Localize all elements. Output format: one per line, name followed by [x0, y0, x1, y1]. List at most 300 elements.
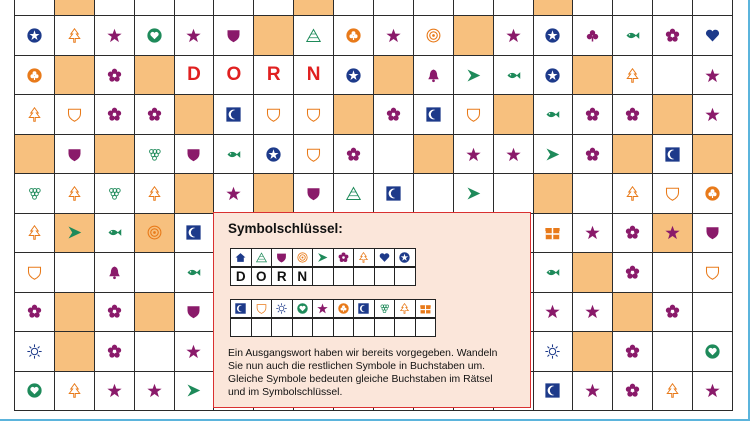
flower-icon — [585, 147, 600, 162]
moon-icon — [186, 225, 201, 240]
star-icon — [585, 225, 600, 240]
flower-icon — [107, 304, 122, 319]
key-letter-cell[interactable] — [394, 318, 416, 337]
shaded-cell — [174, 173, 215, 213]
symbol-cell[interactable] — [572, 94, 613, 134]
tree-icon — [27, 225, 42, 240]
symbol-cell — [652, 213, 693, 253]
shield-outline-icon — [306, 107, 321, 122]
tree-icon — [625, 68, 640, 83]
key-symbol-cell — [333, 248, 355, 267]
empty-cell[interactable] — [652, 252, 693, 292]
tree-icon — [67, 186, 82, 201]
key-letter-cell[interactable] — [312, 267, 334, 286]
club-circle-icon — [338, 303, 349, 314]
pyramid-icon — [306, 28, 321, 43]
arrow-icon — [466, 68, 481, 83]
symbol-cell[interactable] — [533, 134, 574, 174]
empty-cell[interactable] — [612, 0, 653, 16]
flower-icon — [27, 304, 42, 319]
symbol-cell[interactable] — [134, 94, 175, 134]
symbol-cell[interactable] — [14, 94, 55, 134]
key-symbol-cell — [374, 299, 396, 318]
symbol-cell[interactable] — [174, 331, 215, 371]
symbol-cell[interactable] — [533, 213, 574, 253]
symbol-cell[interactable] — [54, 173, 95, 213]
shield-outline-icon — [705, 265, 720, 280]
symbol-cell[interactable] — [293, 134, 334, 174]
pyramid-icon — [346, 186, 361, 201]
star-circle-icon — [266, 147, 281, 162]
shield-icon — [705, 225, 720, 240]
fish-icon — [226, 147, 241, 162]
shaded-cell — [612, 134, 653, 174]
key-letter-cell[interactable] — [271, 267, 293, 286]
clubs-icon — [585, 28, 600, 43]
symbol-cell[interactable] — [174, 252, 215, 292]
shaded-cell — [572, 331, 613, 371]
symbol-cell[interactable] — [373, 15, 414, 55]
shaded-cell — [533, 173, 574, 213]
target-icon — [297, 252, 308, 263]
key-letter-cell[interactable] — [230, 267, 252, 286]
symbol-cell[interactable] — [253, 134, 294, 174]
shield-outline-icon — [256, 303, 267, 314]
symbol-cell[interactable] — [572, 371, 613, 411]
symbol-cell[interactable] — [213, 15, 254, 55]
symbol-cell[interactable] — [453, 55, 494, 95]
symbol-cell[interactable] — [692, 94, 733, 134]
empty-cell[interactable] — [373, 0, 414, 16]
flower-icon — [338, 252, 349, 263]
key-symbol-cell — [292, 248, 314, 267]
star-icon — [107, 383, 122, 398]
key-symbol-cell — [251, 299, 273, 318]
shield-outline-icon — [665, 186, 680, 201]
symbol-cell[interactable] — [612, 94, 653, 134]
symbol-cell[interactable] — [54, 371, 95, 411]
key-letter: O — [255, 269, 267, 284]
star-icon — [506, 147, 521, 162]
symbol-cell[interactable] — [453, 134, 494, 174]
empty-cell[interactable] — [14, 0, 55, 16]
star-icon — [186, 344, 201, 359]
shaded-cell — [572, 55, 613, 95]
symbol-cell[interactable] — [533, 15, 574, 55]
shaded-cell — [54, 55, 95, 95]
empty-cell[interactable] — [652, 331, 693, 371]
letter-cell[interactable] — [293, 55, 334, 95]
tree-icon — [625, 186, 640, 201]
moon-icon — [545, 383, 560, 398]
key-letter-cell[interactable] — [292, 267, 314, 286]
symbol-cell[interactable] — [333, 134, 374, 174]
empty-cell[interactable] — [134, 252, 175, 292]
empty-cell[interactable] — [692, 0, 733, 16]
symbol-cell[interactable] — [692, 173, 733, 213]
shield-outline-icon — [27, 265, 42, 280]
symbol-cell[interactable] — [373, 173, 414, 213]
house-icon — [235, 252, 246, 263]
symbol-cell[interactable] — [14, 252, 55, 292]
symbol-cell[interactable] — [54, 134, 95, 174]
heart-circle-icon — [297, 303, 308, 314]
symbol-cell[interactable] — [14, 371, 55, 411]
empty-cell[interactable] — [333, 0, 374, 16]
symbol-cell[interactable] — [533, 94, 574, 134]
tree-icon — [147, 186, 162, 201]
symbol-cell[interactable] — [692, 252, 733, 292]
moon-icon — [235, 303, 246, 314]
cell-letter: D — [187, 64, 201, 86]
symbol-cell[interactable] — [213, 134, 254, 174]
letter-cell[interactable] — [253, 55, 294, 95]
flower-icon — [625, 383, 640, 398]
key-letter-cell[interactable] — [271, 318, 293, 337]
instructions-line-2: Sie nun auch die restlichen Symbole in Buchstaben um. — [228, 361, 486, 372]
symbol-cell[interactable] — [14, 292, 55, 332]
symbol-cell[interactable] — [293, 94, 334, 134]
symbol-cell[interactable] — [692, 213, 733, 253]
symbol-cell[interactable] — [333, 15, 374, 55]
shaded-cell — [493, 94, 534, 134]
shield-icon — [67, 147, 82, 162]
empty-cell[interactable] — [413, 173, 454, 213]
moon-icon — [358, 303, 369, 314]
moon-icon — [426, 107, 441, 122]
symbol-cell[interactable] — [14, 173, 55, 213]
symbol-cell[interactable] — [612, 371, 653, 411]
moon-icon — [386, 186, 401, 201]
grapes-icon — [147, 147, 162, 162]
symbol-cell[interactable] — [453, 94, 494, 134]
symbol-cell[interactable] — [692, 371, 733, 411]
shaded-cell — [572, 252, 613, 292]
shaded-cell — [54, 0, 95, 16]
key-symbol-cell — [230, 299, 252, 318]
symbol-cell[interactable] — [493, 55, 534, 95]
flower-icon — [625, 107, 640, 122]
symbol-key-panel — [213, 212, 531, 408]
shaded-cell — [293, 0, 334, 16]
fish-icon — [506, 68, 521, 83]
star-icon — [186, 28, 201, 43]
key-letter-row-2 — [230, 318, 436, 337]
symbol-cell[interactable] — [692, 331, 733, 371]
symbol-cell[interactable] — [652, 371, 693, 411]
flower-icon — [107, 68, 122, 83]
shaded-cell — [612, 292, 653, 332]
symbol-cell[interactable] — [533, 331, 574, 371]
target-icon — [426, 28, 441, 43]
symbol-cell[interactable] — [134, 15, 175, 55]
shield-outline-icon — [306, 147, 321, 162]
symbol-cell[interactable] — [612, 15, 653, 55]
symbol-cell[interactable] — [174, 213, 215, 253]
key-symbol-cell — [312, 299, 334, 318]
arrow-icon — [317, 252, 328, 263]
gift-icon — [420, 303, 431, 314]
shaded-cell — [14, 134, 55, 174]
star-circle-icon — [545, 68, 560, 83]
symbol-cell[interactable] — [174, 371, 215, 411]
key-letter-cell[interactable] — [251, 267, 273, 286]
empty-cell[interactable] — [413, 0, 454, 16]
key-letter-cell[interactable] — [374, 267, 396, 286]
shield-icon — [186, 304, 201, 319]
arrow-icon — [67, 225, 82, 240]
symbol-cell[interactable] — [134, 134, 175, 174]
shaded-cell — [174, 94, 215, 134]
pyramid-icon — [256, 252, 267, 263]
key-symbol-cell — [353, 248, 375, 267]
symbol-cell[interactable] — [94, 55, 135, 95]
symbol-cell[interactable] — [612, 55, 653, 95]
sun-icon — [276, 303, 287, 314]
key-letter-cell[interactable] — [353, 267, 375, 286]
symbol-cell[interactable] — [652, 15, 693, 55]
shaded-cell — [253, 15, 294, 55]
key-letter-cell[interactable] — [394, 267, 416, 286]
empty-cell[interactable] — [493, 173, 534, 213]
shaded-cell — [652, 94, 693, 134]
star-circle-icon — [399, 252, 410, 263]
empty-cell[interactable] — [493, 0, 534, 16]
star-icon — [386, 28, 401, 43]
key-symbol-cell — [394, 299, 416, 318]
arrow-icon — [545, 147, 560, 162]
symbol-cell[interactable] — [174, 292, 215, 332]
symbol-cell[interactable] — [533, 292, 574, 332]
flower-icon — [625, 265, 640, 280]
symbol-cell[interactable] — [94, 213, 135, 253]
shield-outline-icon — [266, 107, 281, 122]
star-icon — [585, 383, 600, 398]
empty-cell[interactable] — [453, 0, 494, 16]
shaded-cell — [54, 331, 95, 371]
key-letter-row-1 — [230, 267, 416, 286]
heart-icon — [379, 252, 390, 263]
flower-icon — [625, 225, 640, 240]
tree-icon — [665, 383, 680, 398]
shaded-cell — [373, 55, 414, 95]
symbol-cell[interactable] — [333, 173, 374, 213]
symbol-cell[interactable] — [253, 94, 294, 134]
symbol-cell[interactable] — [14, 15, 55, 55]
arrow-icon — [466, 186, 481, 201]
symbol-cell[interactable] — [652, 292, 693, 332]
shaded-cell — [94, 134, 135, 174]
empty-cell[interactable] — [652, 0, 693, 16]
symbol-cell[interactable] — [612, 173, 653, 213]
key-title: Symbolschlüssel: — [228, 221, 343, 236]
symbol-cell[interactable] — [612, 213, 653, 253]
star-icon — [705, 68, 720, 83]
symbol-cell[interactable] — [572, 213, 613, 253]
star-icon — [107, 28, 122, 43]
shaded-cell — [54, 292, 95, 332]
symbol-cell[interactable] — [612, 252, 653, 292]
fish-icon — [107, 225, 122, 240]
key-letter-cell[interactable] — [251, 318, 273, 337]
key-letter-cell[interactable] — [333, 267, 355, 286]
key-letter-cell[interactable] — [292, 318, 314, 337]
symbol-cell[interactable] — [94, 371, 135, 411]
symbol-cell — [134, 213, 175, 253]
tree-icon — [67, 28, 82, 43]
key-letter-cell[interactable] — [312, 318, 334, 337]
heart-circle-icon — [705, 344, 720, 359]
flower-icon — [585, 107, 600, 122]
fish-icon — [545, 265, 560, 280]
moon-icon — [226, 107, 241, 122]
instructions-line-1: Ein Ausgangswort haben wir bereits vorgegeben. Wandeln — [228, 348, 498, 359]
key-letter-cell[interactable] — [374, 318, 396, 337]
empty-cell[interactable] — [94, 0, 135, 16]
bell-icon — [426, 68, 441, 83]
flower-icon — [107, 107, 122, 122]
cell-letter: O — [226, 64, 242, 86]
symbol-cell[interactable] — [572, 15, 613, 55]
symbol-cell[interactable] — [94, 15, 135, 55]
symbol-cell[interactable] — [293, 15, 334, 55]
symbol-cell[interactable] — [213, 94, 254, 134]
instructions-line-3: Gleiche Symbole bedeuten gleiche Buchstaben im Rätsel — [228, 374, 493, 385]
grapes-icon — [107, 186, 122, 201]
flower-icon — [386, 107, 401, 122]
arrow-icon — [186, 383, 201, 398]
star-icon — [147, 383, 162, 398]
fish-icon — [625, 28, 640, 43]
fish-icon — [545, 107, 560, 122]
club-circle-icon — [27, 68, 42, 83]
star-icon — [317, 303, 328, 314]
symbol-cell[interactable] — [54, 94, 95, 134]
symbol-cell[interactable] — [453, 173, 494, 213]
cell-letter: R — [266, 64, 281, 86]
symbol-cell[interactable] — [612, 331, 653, 371]
moon-icon — [665, 147, 680, 162]
empty-cell[interactable] — [373, 134, 414, 174]
symbol-cell[interactable] — [134, 371, 175, 411]
symbol-cell[interactable] — [373, 94, 414, 134]
key-symbol-cell — [353, 299, 375, 318]
shield-outline-icon — [67, 107, 82, 122]
key-letter-cell[interactable] — [333, 318, 355, 337]
key-symbol-row-2 — [230, 299, 436, 318]
shaded-cell — [253, 173, 294, 213]
shaded-cell — [134, 55, 175, 95]
letter-cell[interactable] — [213, 55, 254, 95]
target-icon — [147, 225, 162, 240]
flower-icon — [346, 147, 361, 162]
symbol-cell[interactable] — [413, 94, 454, 134]
symbol-cell[interactable] — [174, 15, 215, 55]
star-icon — [665, 225, 680, 240]
symbol-cell[interactable] — [134, 173, 175, 213]
key-letter: D — [235, 269, 246, 284]
empty-cell[interactable] — [54, 252, 95, 292]
key-letter-cell[interactable] — [353, 318, 375, 337]
key-letter-cell[interactable] — [415, 318, 437, 337]
symbol-cell[interactable] — [14, 213, 55, 253]
symbol-cell[interactable] — [533, 55, 574, 95]
key-letter: R — [276, 269, 287, 284]
empty-cell[interactable] — [134, 331, 175, 371]
symbol-cell[interactable] — [572, 292, 613, 332]
empty-cell[interactable] — [572, 0, 613, 16]
key-symbol-cell — [312, 248, 334, 267]
letter-cell[interactable] — [174, 55, 215, 95]
key-symbol-cell — [230, 248, 252, 267]
symbol-cell[interactable] — [94, 94, 135, 134]
empty-cell[interactable] — [652, 55, 693, 95]
symbol-cell[interactable] — [333, 55, 374, 95]
shield-outline-icon — [466, 107, 481, 122]
symbol-cell[interactable] — [572, 134, 613, 174]
symbol-cell[interactable] — [493, 15, 534, 55]
symbol-cell[interactable] — [652, 134, 693, 174]
symbol-cell[interactable] — [413, 55, 454, 95]
symbol-cell[interactable] — [533, 371, 574, 411]
symbol-cell[interactable] — [174, 134, 215, 174]
heart-circle-icon — [147, 28, 162, 43]
grapes-icon — [27, 186, 42, 201]
star-circle-icon — [545, 28, 560, 43]
key-symbol-cell — [271, 299, 293, 318]
empty-cell[interactable] — [174, 0, 215, 16]
flower-icon — [107, 344, 122, 359]
shield-icon — [276, 252, 287, 263]
empty-cell[interactable] — [253, 0, 294, 16]
star-icon — [545, 304, 560, 319]
empty-cell[interactable] — [572, 173, 613, 213]
symbol-cell[interactable] — [413, 15, 454, 55]
symbol-cell[interactable] — [94, 331, 135, 371]
gift-icon — [545, 225, 560, 240]
symbol-cell[interactable] — [94, 173, 135, 213]
shaded-cell — [413, 134, 454, 174]
symbol-cell[interactable] — [213, 173, 254, 213]
symbol-cell[interactable] — [14, 331, 55, 371]
symbol-cell[interactable] — [652, 173, 693, 213]
shaded-cell — [333, 94, 374, 134]
star-circle-icon — [27, 28, 42, 43]
empty-cell[interactable] — [213, 0, 254, 16]
shaded-cell — [692, 134, 733, 174]
symbol-cell[interactable] — [54, 15, 95, 55]
cell-letter: N — [306, 64, 321, 86]
symbol-cell[interactable] — [94, 252, 135, 292]
empty-cell[interactable] — [134, 0, 175, 16]
symbol-cell[interactable] — [533, 252, 574, 292]
flower-icon — [665, 28, 680, 43]
shield-icon — [186, 147, 201, 162]
key-symbol-cell — [333, 299, 355, 318]
instructions-text — [228, 347, 524, 399]
club-circle-icon — [346, 28, 361, 43]
symbol-cell[interactable] — [493, 134, 534, 174]
key-letter-cell[interactable] — [230, 318, 252, 337]
symbol-cell[interactable] — [692, 15, 733, 55]
symbol-cell[interactable] — [14, 55, 55, 95]
symbol-cell[interactable] — [94, 292, 135, 332]
sun-icon — [27, 344, 42, 359]
symbol-cell[interactable] — [293, 173, 334, 213]
star-icon — [506, 28, 521, 43]
empty-cell[interactable] — [692, 292, 733, 332]
symbol-cell[interactable] — [692, 55, 733, 95]
